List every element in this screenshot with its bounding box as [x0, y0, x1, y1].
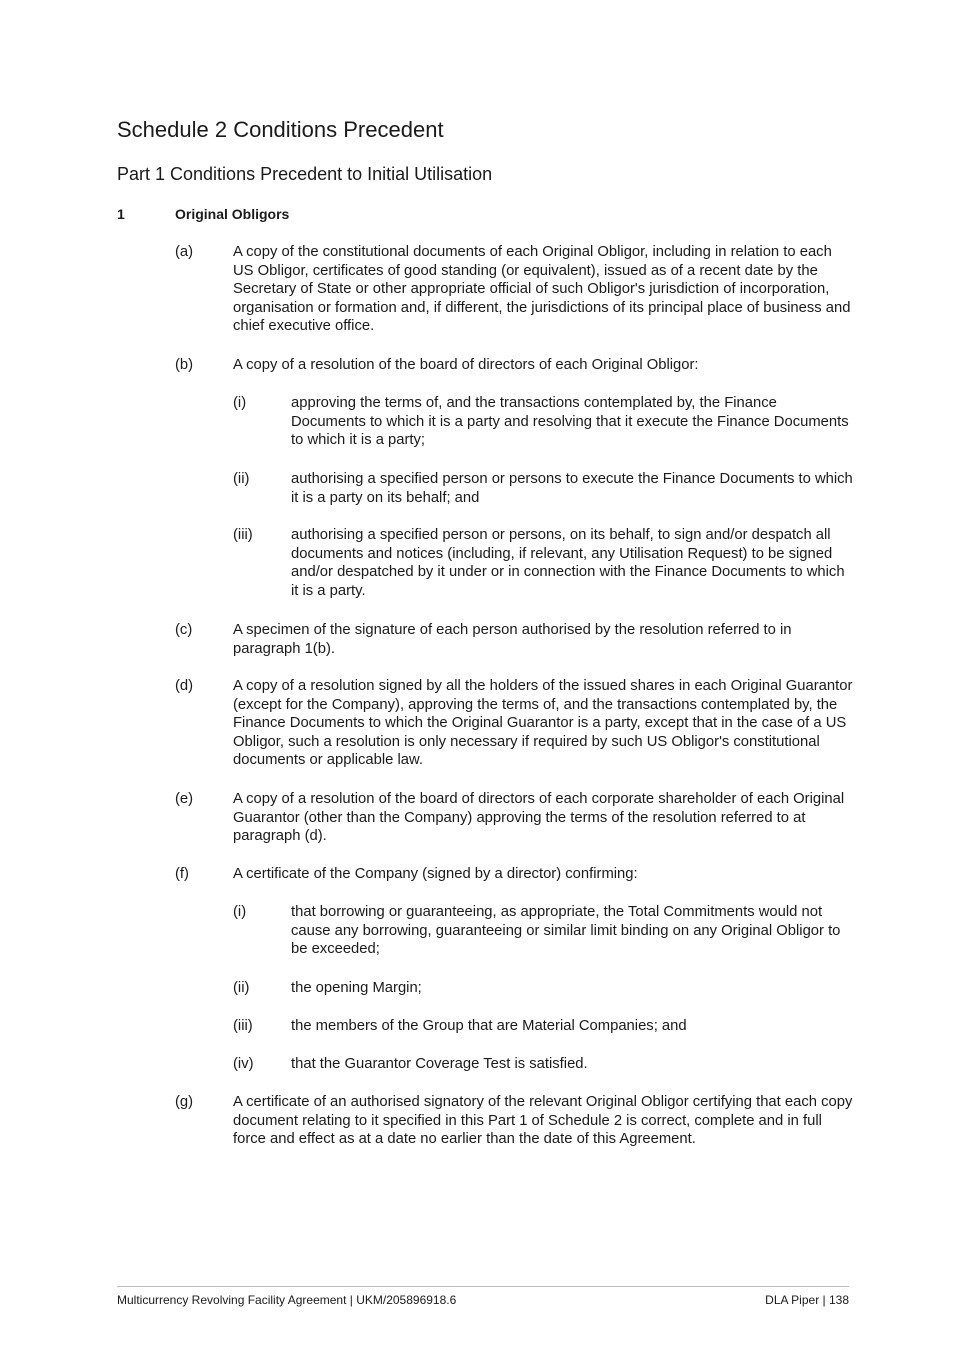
- footer-page-number: DLA Piper | 138: [765, 1293, 849, 1307]
- paragraph-f-ii-text: the opening Margin;: [291, 980, 422, 996]
- paragraph-b-text: A copy of a resolution of the board of directors of each Original Obligor:: [233, 357, 699, 373]
- paragraph-f-iv-text: that the Guarantor Coverage Test is satisfied.: [291, 1056, 588, 1072]
- paragraph-b-iii-text: authorising a specified person or persons, on its behalf, to sign and/or despatch all documents and notices (including, if relevant, any Utilisation Request) to be signed and/or despatched by it under or in connection with the Finance Documents to which it is a party.: [291, 527, 845, 599]
- paragraph-a-text: A copy of the constitutional documents of each Original Obligor, including in relation to each US Obligor, certificates of good standing (or equivalent), issued as of a recent date by the Secretary of State or other appropriate official of such Obligor's jurisdiction of incorporation, organisation or formation and, if different, the jurisdictions of its principal place of business and chief executive office.: [233, 244, 851, 335]
- section-title: Original Obligors: [175, 206, 290, 222]
- part-heading: Part 1 Conditions Precedent to Initial Utilisation: [117, 164, 493, 184]
- paragraph-b-label: (b): [175, 357, 194, 373]
- paragraph-c-text: A specimen of the signature of each person authorised by the resolution referred to in paragraph 1(b).: [233, 622, 792, 657]
- paragraph-f-ii-label: (ii): [233, 980, 250, 996]
- footer-divider: [117, 1286, 849, 1287]
- footer-document-reference: Multicurrency Revolving Facility Agreement | UKM/205896918.6: [117, 1293, 457, 1307]
- paragraph-f-label: (f): [175, 866, 189, 882]
- paragraph-b-iii-label: (iii): [233, 527, 253, 543]
- paragraph-b-i-label: (i): [233, 395, 247, 411]
- paragraph-g-text: A certificate of an authorised signatory of the relevant Original Obligor certifying that each copy document relating to it specified in this Part 1 of Schedule 2 is correct, complete and in full force and effect as at a date no earlier than the date of this Agreement.: [233, 1094, 853, 1148]
- paragraph-f-iv-label: (iv): [233, 1056, 254, 1072]
- paragraph-d-label: (d): [175, 678, 194, 694]
- paragraph-b-ii-text: authorising a specified person or persons to execute the Finance Documents to which it is a party on its behalf; and: [291, 471, 853, 506]
- paragraph-a-label: (a): [175, 244, 194, 260]
- paragraph-f-i-label: (i): [233, 904, 247, 920]
- paragraph-e-label: (e): [175, 791, 194, 807]
- paragraph-b-i-text: approving the terms of, and the transactions contemplated by, the Finance Documents to which it is a party and resolving that it execute the Finance Documents to which it is a party;: [291, 395, 849, 449]
- paragraph-e-text: A copy of a resolution of the board of directors of each corporate shareholder of each Original Guarantor (other than the Company) approving the terms of the resolution referred to at paragraph (d).: [233, 791, 845, 845]
- paragraph-f-iii-text: the members of the Group that are Material Companies; and: [291, 1018, 687, 1034]
- paragraph-g-label: (g): [175, 1094, 194, 1110]
- schedule-heading: Schedule 2 Conditions Precedent: [117, 117, 444, 142]
- paragraph-d-text: A copy of a resolution signed by all the holders of the issued shares in each Original Guarantor (except for the Company), approving the terms of, and the transactions contemplated by, the Finance Documents to which the Original Guarantor is a party, except that in the case of a US Obligor, such a resolution is only necessary if required by such US Obligor's constitutional documents or applicable law.: [233, 678, 853, 769]
- section-number: 1: [117, 206, 125, 222]
- paragraph-c-label: (c): [175, 622, 193, 638]
- paragraph-f-text: A certificate of the Company (signed by a director) confirming:: [233, 866, 638, 882]
- paragraph-f-iii-label: (iii): [233, 1018, 253, 1034]
- paragraph-f-i-text: that borrowing or guaranteeing, as appropriate, the Total Commitments would not cause any borrowing, guaranteeing or similar limit binding on any Original Obligor to be exceeded;: [291, 904, 841, 958]
- paragraph-b-ii-label: (ii): [233, 471, 250, 487]
